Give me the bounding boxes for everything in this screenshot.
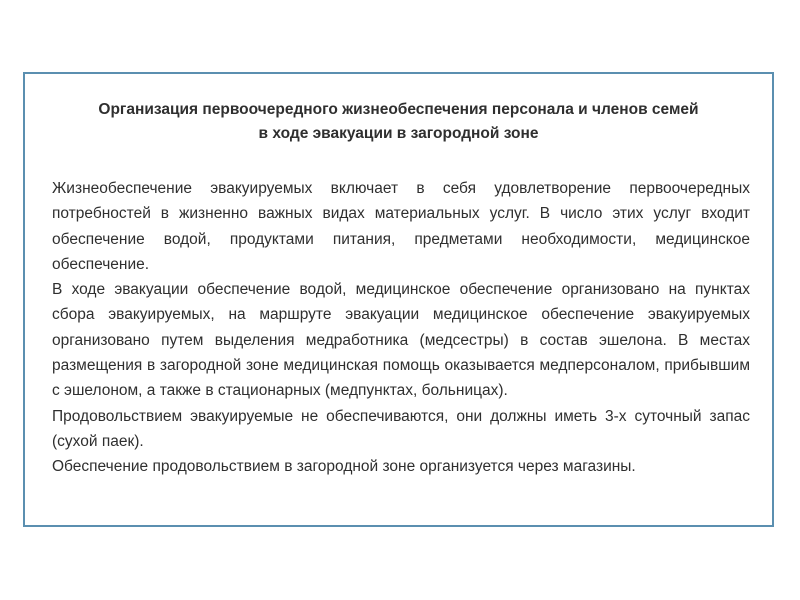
- paragraph-4: Обеспечение продовольствием в загородной зоне организуется через магазины.: [52, 458, 636, 476]
- paragraph-1: Жизнеобеспечение эвакуируемых включает в себя удовлетворение первоочередных потребностей в жизненно важных видах материальных услуг. В число этих услуг входит обеспечение водой, продуктами питания, предметами необходимости, медицинское обеспечение.: [52, 180, 750, 273]
- paragraph-3: Продовольствием эвакуируемые не обеспечиваются, они должны иметь 3-х суточный запас (сухой паек).: [52, 407, 750, 450]
- document-body: [52, 176, 750, 480]
- document-title: [25, 98, 772, 146]
- title-line-2: в ходе эвакуации в загородной зоне: [258, 125, 539, 142]
- title-line-1: Организация первоочередного жизнеобеспечения персонала и членов семей: [98, 101, 699, 118]
- paragraph-2: В ходе эвакуации обеспечение водой, медицинское обеспечение организовано на пунктах сбора эвакуируемых, на маршруте эвакуации медицинское обеспечение эвакуируемых организовано путем выделения медработника (медсестры) в состав эшелона. В местах размещения в загородной зоне медицинская помощь оказывается медперсоналом, прибывшим с эшелоном, а также в стационарных (медпунктах, больницах).: [52, 281, 750, 400]
- document-frame: [23, 72, 774, 527]
